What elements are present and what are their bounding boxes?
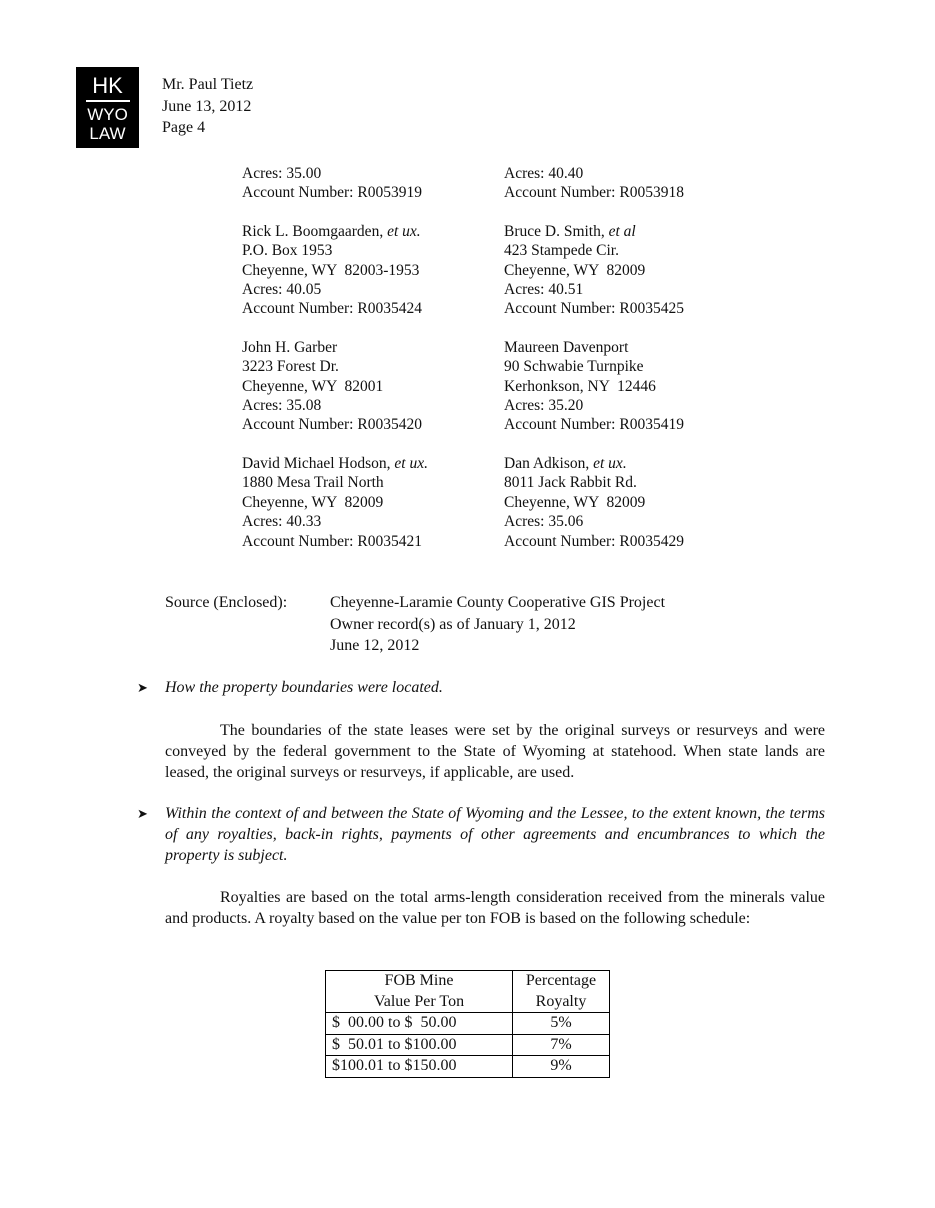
owner-name-suffix: et ux. <box>394 454 428 472</box>
owner-entry <box>242 454 504 551</box>
owner-name-text: David Michael Hodson, <box>242 454 395 472</box>
source-line: Cheyenne-Laramie County Cooperative GIS Project <box>330 594 666 611</box>
royalty-cell: 5% <box>513 1013 610 1035</box>
owner-acres: Acres: 40.40 <box>504 165 584 182</box>
header-line: FOB Mine <box>384 972 454 989</box>
owner-city: Cheyenne, WY 82003-1953 <box>242 261 420 279</box>
owner-name <box>504 222 766 241</box>
owner-address: 423 Stampede Cir. <box>504 242 619 260</box>
table-header-row <box>326 971 610 1013</box>
body-paragraph <box>165 887 825 929</box>
owner-account: Account Number: R0053919 <box>242 184 422 202</box>
royalty-cell: 9% <box>513 1056 610 1078</box>
logo-divider <box>86 100 130 102</box>
owner-entry <box>242 164 504 203</box>
owner-name <box>242 454 504 473</box>
owner-name <box>242 338 504 357</box>
owner-entry <box>504 338 766 435</box>
bullet-text: How the property boundaries were located. <box>165 679 443 696</box>
owner-name-text: Maureen Davenport <box>504 338 629 356</box>
owner-name <box>504 454 766 473</box>
owner-account: Account Number: R0035421 <box>242 532 422 550</box>
owner-name-text: Bruce D. Smith, <box>504 222 609 240</box>
owner-address: 3223 Forest Dr. <box>242 358 339 376</box>
owner-acres: Acres: 35.08 <box>242 397 322 415</box>
column-header-value <box>326 971 513 1013</box>
owner-account: Account Number: R0035419 <box>504 416 684 434</box>
arrow-bullet-icon: ➤ <box>137 806 148 821</box>
logo-hk: HK <box>92 73 123 98</box>
letter-header <box>162 74 253 139</box>
owner-address: 90 Schwabie Turnpike <box>504 358 644 376</box>
owner-acres: Acres: 40.05 <box>242 281 322 299</box>
owner-name-suffix: et ux. <box>387 222 421 240</box>
owner-name-text: Rick L. Boomgaarden, <box>242 222 388 240</box>
owner-account: Account Number: R0053918 <box>504 184 684 202</box>
owner-acres: Acres: 35.20 <box>504 397 584 415</box>
source-citation <box>165 592 665 657</box>
owner-account: Account Number: R0035429 <box>504 532 684 550</box>
owner-city: Cheyenne, WY 82009 <box>504 261 646 279</box>
source-label: Source (Enclosed): <box>165 594 288 611</box>
owner-account: Account Number: R0035425 <box>504 300 684 318</box>
logo-wyo: WYO <box>87 105 128 124</box>
header-line: Royalty <box>535 992 587 1010</box>
owner-name <box>242 222 504 241</box>
source-lines <box>330 592 665 657</box>
letter-date: June 13, 2012 <box>162 97 252 115</box>
body-paragraph <box>165 720 825 783</box>
owner-entry <box>504 454 766 551</box>
owner-name <box>504 338 766 357</box>
table-row <box>326 1034 610 1056</box>
owner-acres: Acres: 40.33 <box>242 513 322 531</box>
source-line: Owner record(s) as of January 1, 2012 <box>330 615 576 633</box>
owner-address: P.O. Box 1953 <box>242 242 333 260</box>
column-header-royalty <box>513 971 610 1013</box>
owner-account: Account Number: R0035424 <box>242 300 422 318</box>
table-row <box>326 1013 610 1035</box>
owner-account: Account Number: R0035420 <box>242 416 422 434</box>
bullet-item <box>137 677 825 698</box>
value-range-cell: $ 50.01 to $100.00 <box>326 1034 513 1056</box>
logo-law: LAW <box>89 124 126 143</box>
owner-name-suffix: et ux. <box>593 454 627 472</box>
owner-city: Kerhonkson, NY 12446 <box>504 377 656 395</box>
royalty-cell: 7% <box>513 1034 610 1056</box>
owner-row <box>242 454 802 551</box>
bullet-item <box>137 803 825 866</box>
recipient-name: Mr. Paul Tietz <box>162 76 254 93</box>
owner-city: Cheyenne, WY 82009 <box>242 493 384 511</box>
royalty-schedule-table <box>325 970 610 1078</box>
owner-entry <box>242 338 504 435</box>
owner-acres: Acres: 35.00 <box>242 165 322 182</box>
paragraph-text: Royalties are based on the total arms-length consideration received from the minerals value and products. A royalty based on the value per ton FOB is based on the following schedule: <box>165 889 825 927</box>
owner-name-suffix: et al <box>608 222 636 240</box>
owner-row <box>242 164 802 203</box>
header-line: Percentage <box>525 972 597 989</box>
owner-row <box>242 338 802 435</box>
owner-city: Cheyenne, WY 82001 <box>242 377 384 395</box>
owner-entry <box>242 222 504 319</box>
owner-name-text: John H. Garber <box>242 338 338 356</box>
firm-logo <box>76 67 139 148</box>
value-range-cell: $100.01 to $150.00 <box>326 1056 513 1078</box>
bullet-text: Within the context of and between the State of Wyoming and the Lessee, to the extent known, the terms of any royalties, back-in rights, payments of other agreements and encumbrances to which the property is subject. <box>165 805 825 864</box>
owner-row <box>242 222 802 319</box>
header-line: Value Per Ton <box>373 992 465 1010</box>
owner-acres: Acres: 40.51 <box>504 281 584 299</box>
owner-acres: Acres: 35.06 <box>504 513 584 531</box>
source-line: June 12, 2012 <box>330 637 420 654</box>
owner-name-text: Dan Adkison, <box>504 454 594 472</box>
paragraph-text: The boundaries of the state leases were set by the original surveys or resurveys and were conveyed by the federal government to the State of Wyoming at statehood. When state lands are leased, the original surveys or resurveys, if applicable, are used. <box>165 722 825 781</box>
page-number: Page 4 <box>162 119 206 136</box>
owner-address: 8011 Jack Rabbit Rd. <box>504 474 637 492</box>
arrow-bullet-icon: ➤ <box>137 680 148 695</box>
owner-entry <box>504 164 766 203</box>
owner-city: Cheyenne, WY 82009 <box>504 493 646 511</box>
value-range-cell: $ 00.00 to $ 50.00 <box>326 1013 513 1035</box>
table-row <box>326 1056 610 1078</box>
owner-entry <box>504 222 766 319</box>
owner-address: 1880 Mesa Trail North <box>242 474 384 492</box>
owner-list <box>242 164 802 570</box>
